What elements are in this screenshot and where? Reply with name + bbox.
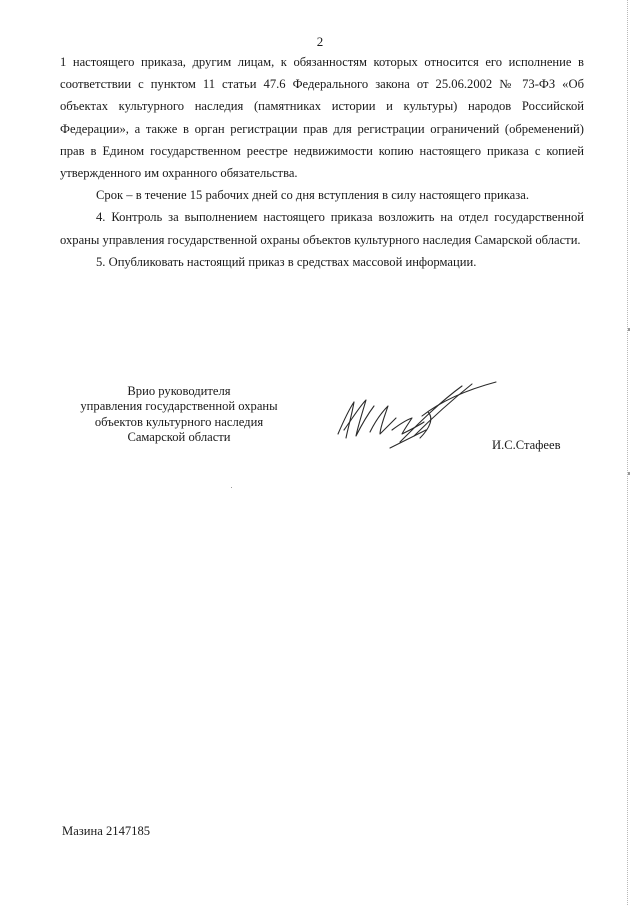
signatory-title-line: объектов культурного наследия [94,414,264,429]
signatory-title-line: Врио руководителя [127,384,231,398]
paragraph-item-4: 4. Контроль за выполнением настоящего приказа возложить на отдел государственной охраны управления государственной охраны объектов культурного наследия Самарской области. [60,210,584,247]
signatory-name: И.С.Стафеев [492,438,561,452]
scan-speck [628,472,630,475]
scan-speck [231,487,232,488]
signatory-title [52,384,306,446]
signatory-title-line: Самарской области [127,430,231,445]
paragraph-deadline: Срок – в течение 15 рабочих дней со дня вступления в силу настоящего приказа. [96,188,529,203]
paragraph-continuation: 1 настоящего приказа, другим лицам, к обязанностям которых относится его исполнение в соответствии с пунктом 11 статьи 47.6 Федерального закона от 25.06.2002 № 73-ФЗ «Об объектах культурного наследия (памятниках истории и культуры) народов Российской Федерации», а также в орган регистрации прав для регистрации ограничений (обременений) прав в Едином государственном реестре недвижимости копию настоящего приказа с копией утвержденного им охранного обязательства. [60,55,584,181]
executor-note: Мазина 2147185 [62,824,151,838]
page-number: 2 [316,34,324,49]
scan-edge-line [627,0,628,905]
document-body [60,51,584,273]
scan-speck [628,328,630,331]
signatory-title-line: управления государственной охраны [80,399,278,414]
handwritten-signature [330,372,500,462]
paragraph-item-5: 5. Опубликовать настоящий приказ в средствах массовой информации. [96,254,477,269]
